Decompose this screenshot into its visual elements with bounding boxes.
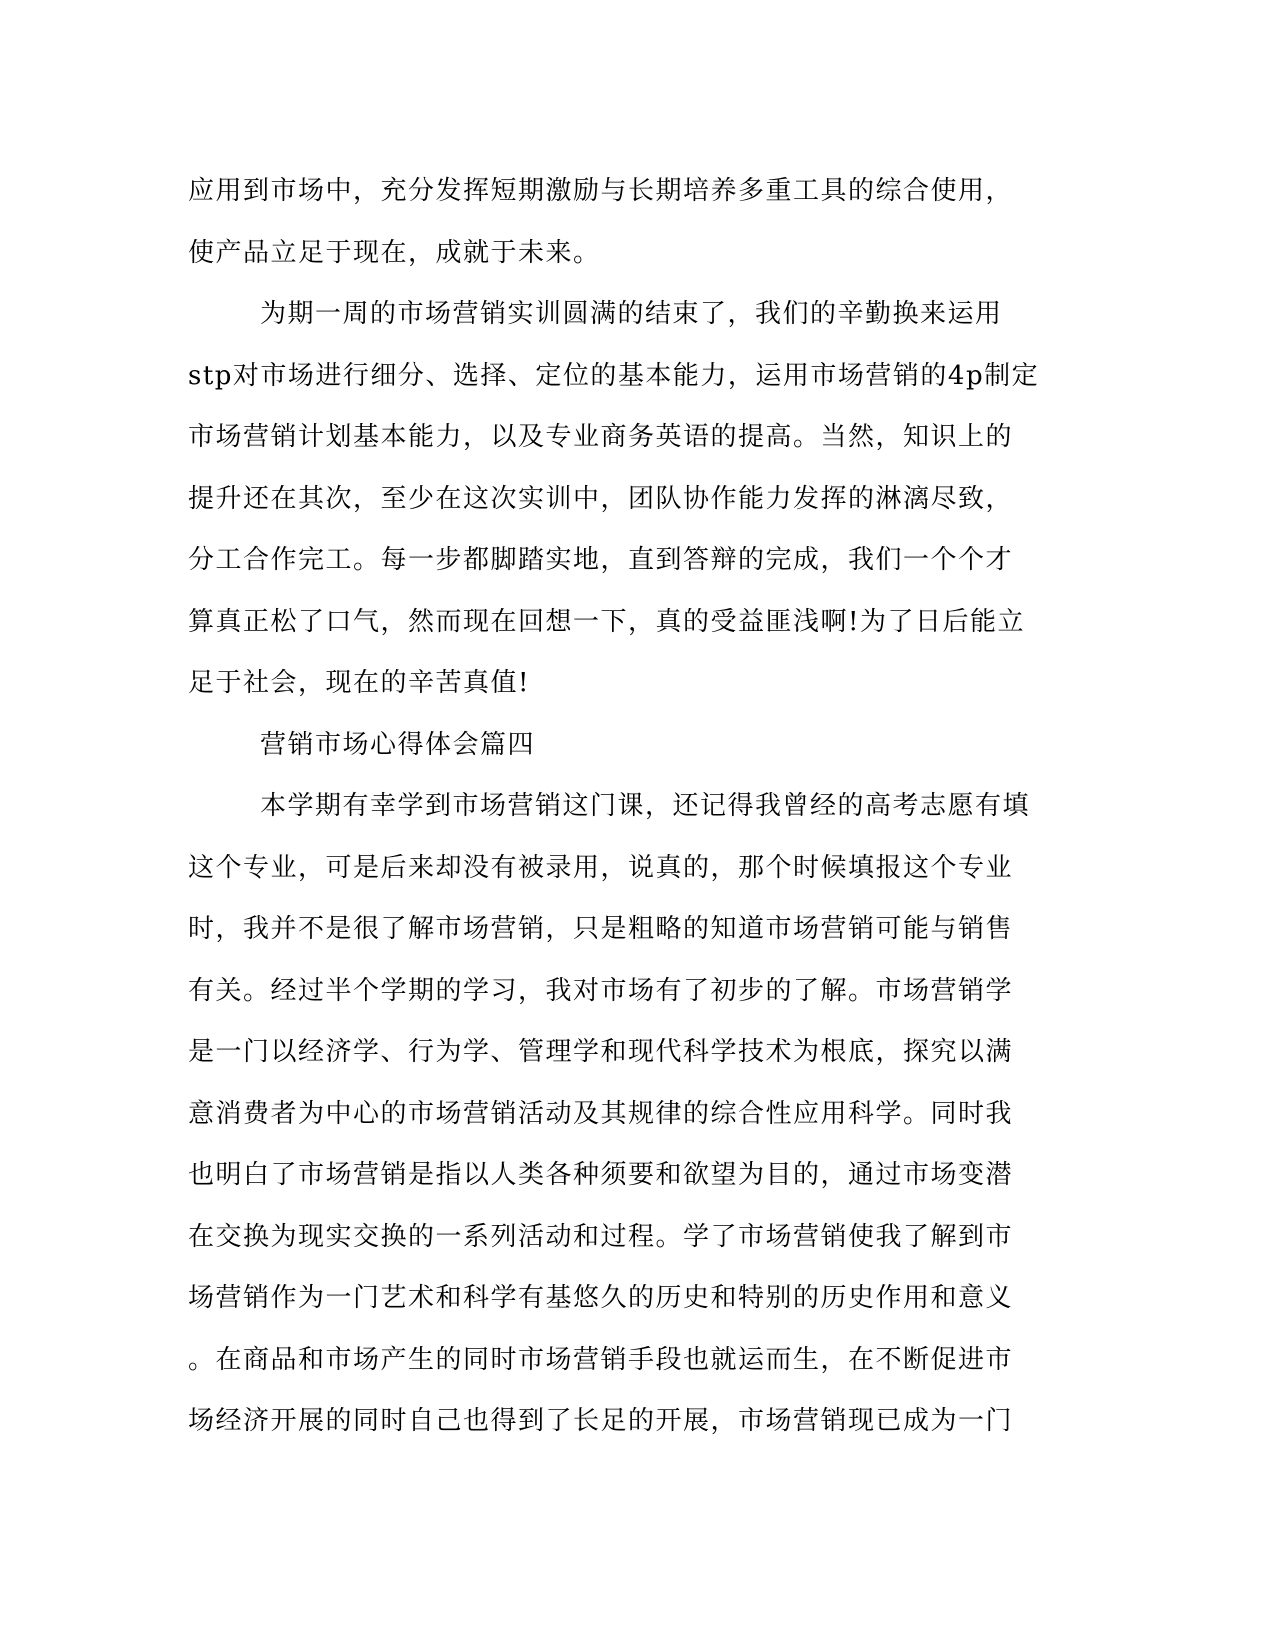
text-line: 提升还在其次，至少在这次实训中，团队协作能力发挥的淋漓尽致，	[188, 483, 1014, 514]
text-line: 是一门以经济学、行为学、管理学和现代科学技术为根底，探究以满	[188, 1037, 1014, 1067]
text-line: 分工合作完工。每一步都脚踏实地，直到答辩的完成，我们一个个才	[188, 545, 1014, 575]
paragraph-start-line: 本学期有幸学到市场营销这门课，还记得我曾经的高考志愿有填	[260, 791, 1031, 821]
text-line: 市场营销计划基本能力，以及专业商务英语的提高。当然，知识上的	[188, 422, 1014, 452]
text-line: stp对市场进行细分、选择、定位的基本能力，运用市场营销的4p制定	[188, 360, 1040, 391]
text-line: 场经济开展的同时自己也得到了长足的开展，市场营销现已成为一门	[188, 1406, 1014, 1436]
document-body	[188, 161, 1088, 1453]
text-line: 时，我并不是很了解市场营销，只是粗略的知道市场营销可能与销售	[188, 914, 1014, 944]
text-line: 应用到市场中，充分发挥短期激励与长期培养多重工具的综合使用，	[188, 176, 1014, 206]
text-line: 在交换为现实交换的一系列活动和过程。学了市场营销使我了解到市	[188, 1221, 1014, 1252]
text-line: 有关。经过半个学期的学习，我对市场有了初步的了解。市场营销学	[188, 975, 1014, 1006]
text-line: 足于社会，现在的辛苦真值!	[188, 668, 530, 698]
text-line: 算真正松了口气，然而现在回想一下，真的受益匪浅啊!为了日后能立	[188, 606, 1025, 637]
text-line: 也明白了市场营销是指以人类各种须要和欲望为目的，通过市场变潜	[188, 1160, 1014, 1190]
text-line: 意消费者为中心的市场营销活动及其规律的综合性应用科学。同时我	[188, 1098, 1014, 1129]
paragraph-start-line: 为期一周的市场营销实训圆满的结束了，我们的辛勤换来运用	[260, 299, 1003, 329]
text-line: 场营销作为一门艺术和科学有基悠久的历史和特别的历史作用和意义	[188, 1283, 1014, 1313]
text-line: 。在商品和市场产生的同时市场营销手段也就运而生，在不断促进市	[188, 1344, 1014, 1375]
text-line: 这个专业，可是后来却没有被录用，说真的，那个时候填报这个专业	[188, 852, 1014, 883]
paragraph-start-line: 营销市场心得体会篇四	[260, 729, 536, 760]
text-line: 使产品立足于现在，成就于未来。	[188, 237, 601, 268]
